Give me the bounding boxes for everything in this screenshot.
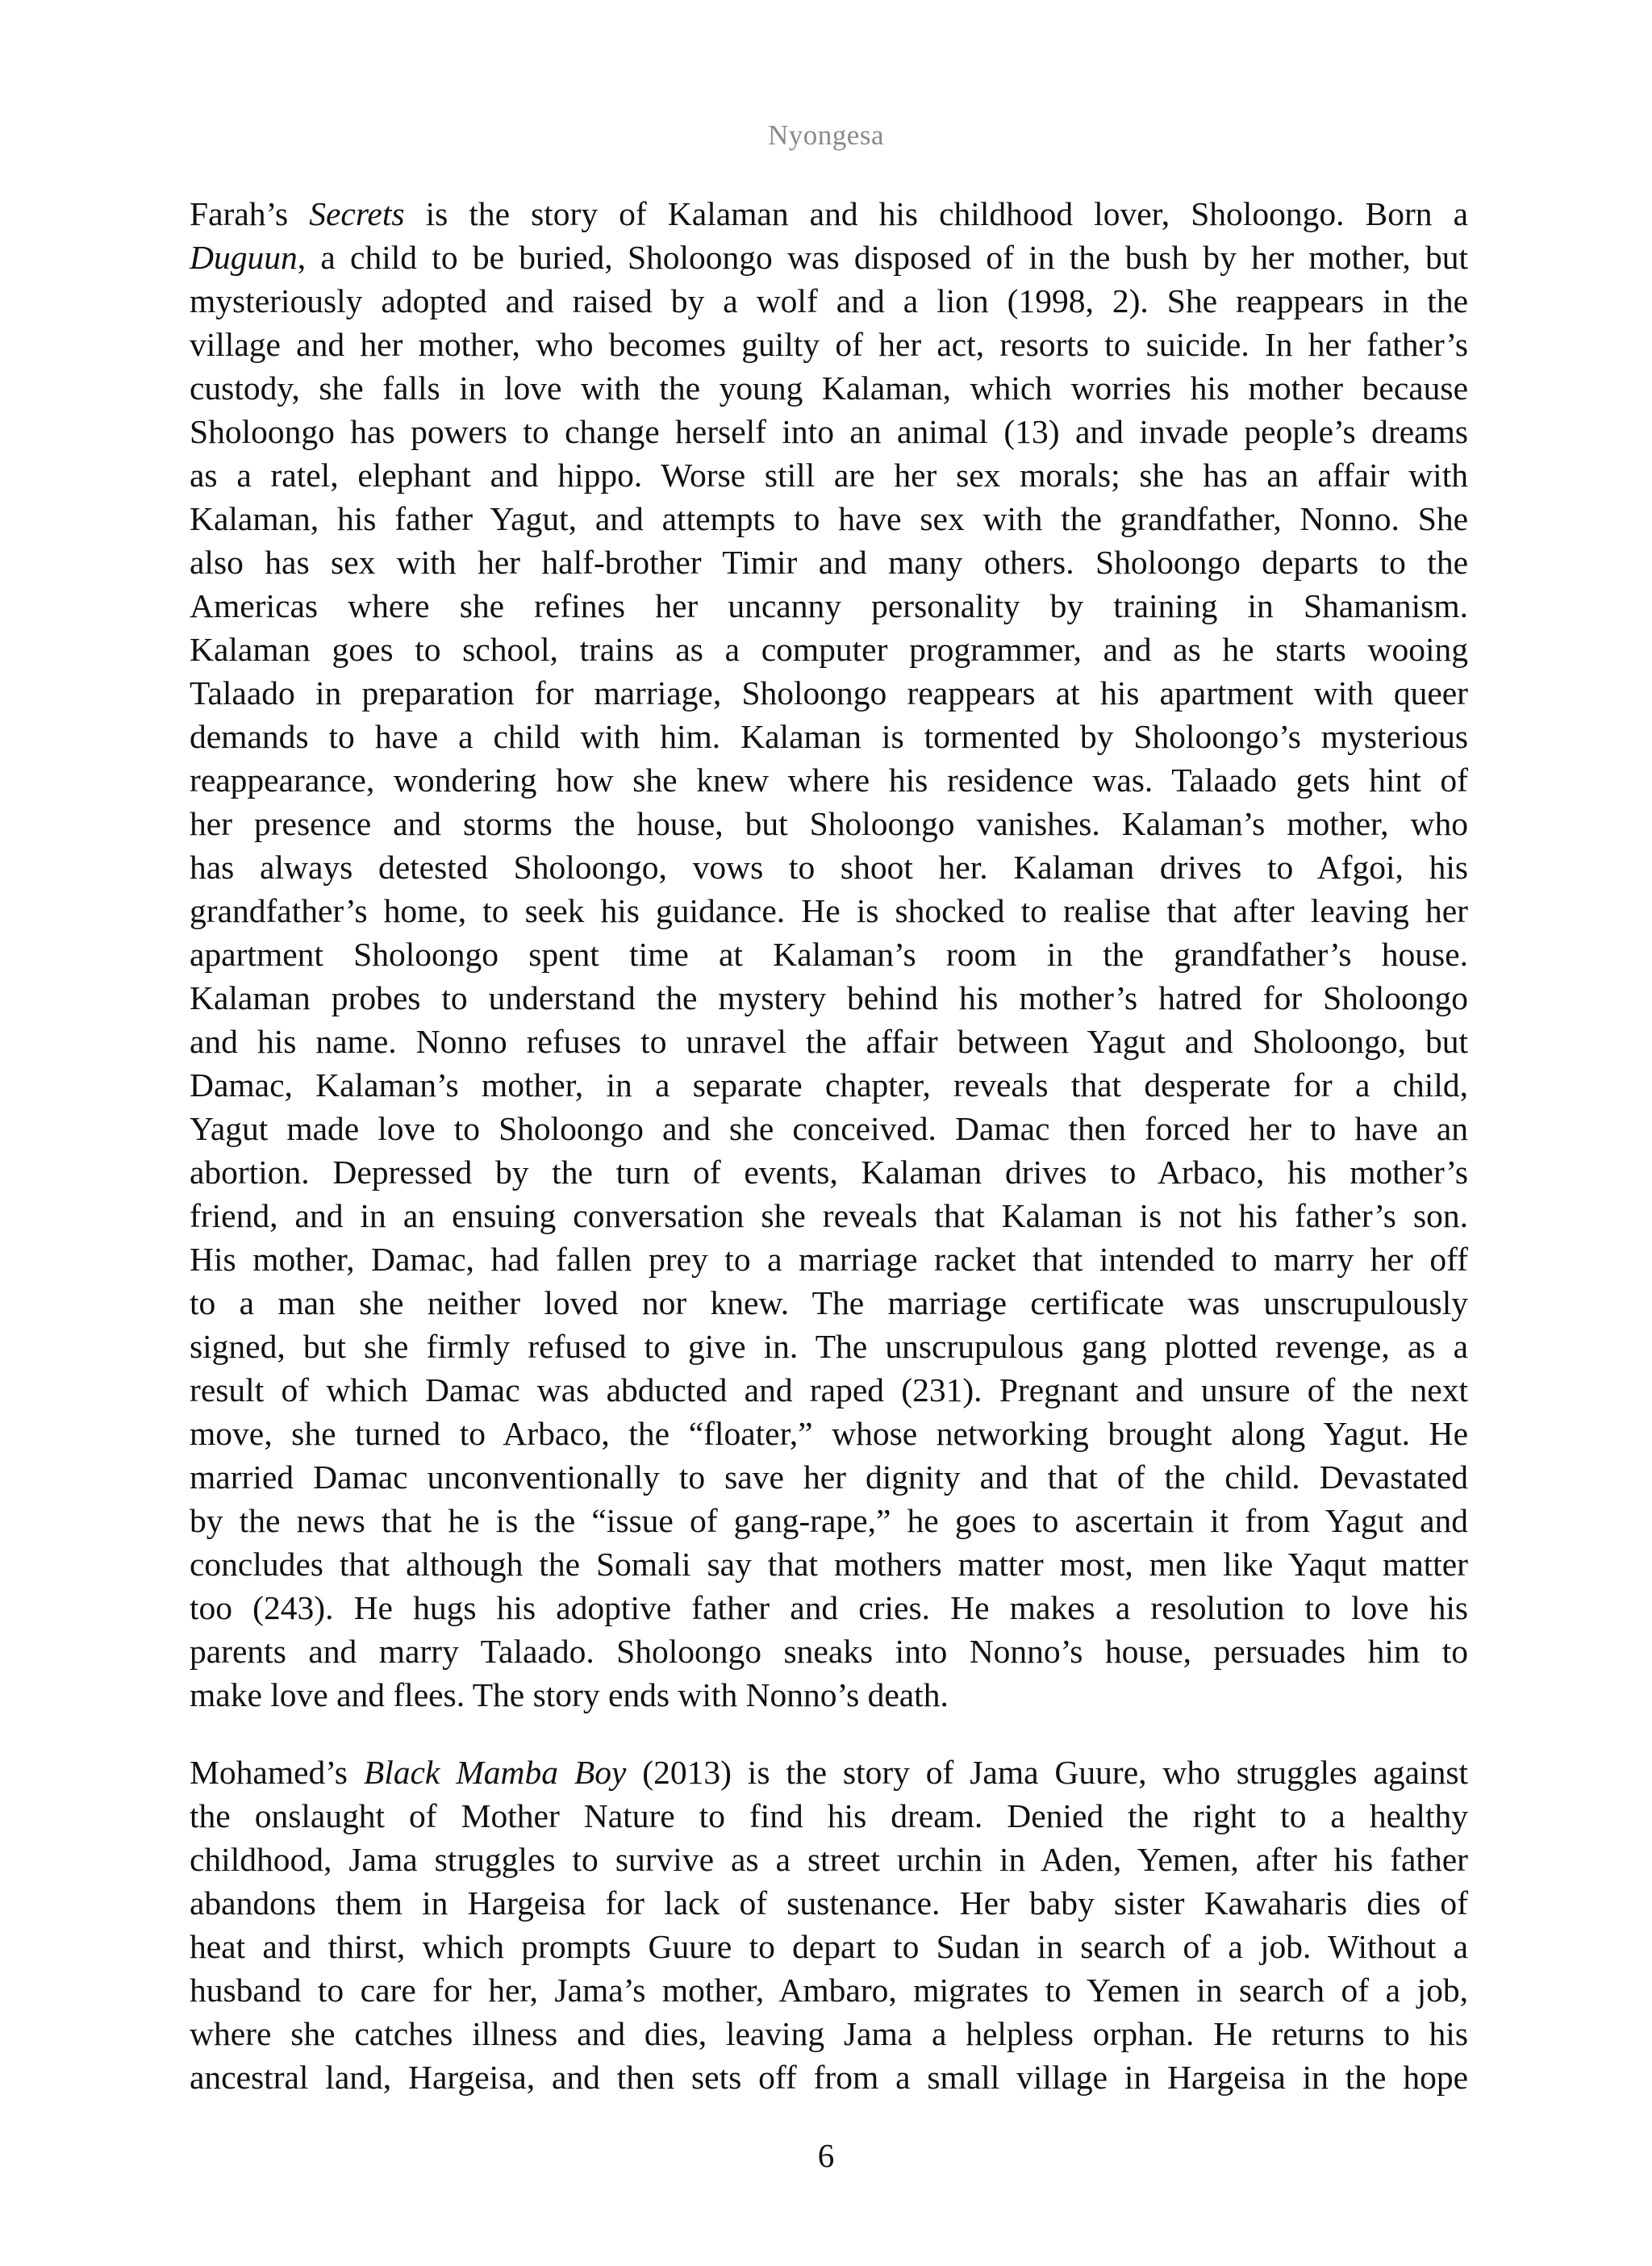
text-line xyxy=(190,1838,1468,1881)
italic-title: Duguun xyxy=(190,239,298,276)
text-line xyxy=(190,366,1468,410)
text-line xyxy=(190,1107,1468,1150)
text-run: also has sex with her half-brother Timir and many others. Sholoongo departs to the xyxy=(190,544,1468,581)
text-line xyxy=(190,1020,1468,1063)
text-run: married Damac unconventionally to save her dignity and that of the child. Devastated xyxy=(190,1459,1468,1496)
text-line xyxy=(190,1630,1468,1673)
text-run: Yagut made love to Sholoongo and she conceived. Damac then forced her to have an xyxy=(190,1110,1468,1147)
text-line xyxy=(190,1412,1468,1455)
text-line xyxy=(190,1194,1468,1237)
text-line xyxy=(190,1150,1468,1194)
text-run: (2013) is the story of Jama Guure, who struggles against xyxy=(626,1754,1469,1791)
text-run: His mother, Damac, had fallen prey to a marriage racket that intended to marry her off xyxy=(190,1241,1468,1278)
text-line xyxy=(190,1063,1468,1107)
text-line xyxy=(190,628,1468,671)
text-run: too (243). He hugs his adoptive father and cries. He makes a resolution to love his xyxy=(190,1589,1468,1626)
text-run: Talaado in preparation for marriage, Sholoongo reappears at his apartment with queer xyxy=(190,674,1468,712)
text-line xyxy=(190,1925,1468,1968)
text-line xyxy=(190,715,1468,758)
text-line xyxy=(190,1499,1468,1542)
text-run: Damac, Kalaman’s mother, in a separate chapter, reveals that desperate for a child, xyxy=(190,1066,1468,1104)
text-line xyxy=(190,1455,1468,1499)
text-line xyxy=(190,1542,1468,1586)
text-run: ancestral land, Hargeisa, and then sets off from a small village in Hargeisa in the hope xyxy=(190,2059,1468,2096)
text-run: Kalaman, his father Yagut, and attempts to have sex with the grandfather, Nonno. She xyxy=(190,500,1468,537)
text-run: mysteriously adopted and raised by a wolf and a lion (1998, 2). She reappears in the xyxy=(190,282,1468,319)
text-run: Farah’s xyxy=(190,195,310,232)
text-line xyxy=(190,1368,1468,1412)
text-line xyxy=(190,802,1468,845)
text-line xyxy=(190,540,1468,584)
text-line xyxy=(190,1881,1468,1925)
text-run: abortion. Depressed by the turn of events, Kalaman drives to Arbaco, his mother’s xyxy=(190,1154,1468,1191)
text-run: parents and marry Talaado. Sholoongo sneaks into Nonno’s house, persuades him to xyxy=(190,1633,1468,1670)
text-line xyxy=(190,1325,1468,1368)
text-line xyxy=(190,933,1468,976)
page-number: 6 xyxy=(817,2137,835,2174)
text-run: apartment Sholoongo spent time at Kalaman’s room in the grandfather’s house. xyxy=(190,936,1468,973)
text-line xyxy=(190,976,1468,1020)
text-line xyxy=(190,2055,1468,2099)
text-line xyxy=(190,845,1468,889)
text-run: village and her mother, who becomes guilty of her act, resorts to suicide. In her father’s xyxy=(190,326,1468,363)
text-line xyxy=(190,453,1468,497)
text-line xyxy=(190,1751,1468,1794)
italic-title: Black Mamba Boy xyxy=(363,1754,627,1791)
text-run: demands to have a child with him. Kalaman is tormented by Sholoongo’s mysterious xyxy=(190,718,1468,755)
text-line xyxy=(190,192,1468,236)
text-line xyxy=(190,1237,1468,1281)
text-run: Mohamed’s xyxy=(190,1754,364,1791)
text-run: concludes that although the Somali say that mothers matter most, men like Yaqut matter xyxy=(190,1546,1468,1583)
text-run: , a child to be buried, Sholoongo was disposed of in the bush by her mother, but xyxy=(297,239,1468,276)
text-run: where she catches illness and dies, leaving Jama a helpless orphan. He returns to his xyxy=(190,2015,1468,2052)
text-run: move, she turned to Arbaco, the “floater,” whose networking brought along Yagut. He xyxy=(190,1415,1468,1452)
text-line xyxy=(190,323,1468,366)
text-run: Sholoongo has powers to change herself into an animal (13) and invade people’s dreams xyxy=(190,413,1468,450)
text-run: is the story of Kalaman and his childhood lover, Sholoongo. Born a xyxy=(404,195,1468,232)
text-run: to a man she neither loved nor knew. The marriage certificate was unscrupulously xyxy=(190,1284,1468,1321)
text-run: make love and flees. The story ends with Nonno’s death. xyxy=(190,1676,949,1713)
text-run: friend, and in an ensuing conversation she reveals that Kalaman is not his father’s son. xyxy=(190,1197,1468,1234)
text-run: Kalaman probes to understand the mystery behind his mother’s hatred for Sholoongo xyxy=(190,979,1468,1016)
text-line xyxy=(190,497,1468,540)
text-run: childhood, Jama struggles to survive as a street urchin in Aden, Yemen, after his father xyxy=(190,1841,1468,1878)
text-line xyxy=(190,671,1468,715)
text-run: reappearance, wondering how she knew where his residence was. Talaado gets hint of xyxy=(190,762,1468,799)
text-run: as a ratel, elephant and hippo. Worse still are her sex morals; she has an affair with xyxy=(190,457,1468,494)
text-run: heat and thirst, which prompts Guure to depart to Sudan in search of a job. Without a xyxy=(190,1928,1468,1965)
text-run: abandons them in Hargeisa for lack of sustenance. Her baby sister Kawaharis dies of xyxy=(190,1884,1468,1922)
text-run: Kalaman goes to school, trains as a computer programmer, and as he starts wooing xyxy=(190,631,1468,668)
text-run: has always detested Sholoongo, vows to shoot her. Kalaman drives to Afgoi, his xyxy=(190,849,1468,886)
text-line xyxy=(190,584,1468,628)
paragraph-secrets-summary xyxy=(190,192,1468,1717)
text-run: grandfather’s home, to seek his guidance. He is shocked to realise that after leaving her xyxy=(190,892,1468,929)
text-run: the onslaught of Mother Nature to find his dream. Denied the right to a healthy xyxy=(190,1797,1468,1834)
text-run: by the news that he is the “issue of gang-rape,” he goes to ascertain it from Yagut and xyxy=(190,1502,1468,1539)
text-line xyxy=(190,1794,1468,1838)
text-line xyxy=(190,758,1468,802)
text-line xyxy=(190,410,1468,453)
running-head: Nyongesa xyxy=(768,119,884,151)
text-line xyxy=(190,1968,1468,2012)
text-line xyxy=(190,1281,1468,1325)
text-line xyxy=(190,889,1468,933)
text-line xyxy=(190,236,1468,279)
text-run: signed, but she firmly refused to give in. The unscrupulous gang plotted revenge, as a xyxy=(190,1328,1468,1365)
text-run: result of which Damac was abducted and raped (231). Pregnant and unsure of the next xyxy=(190,1371,1468,1408)
text-line xyxy=(190,1673,1468,1717)
text-run: husband to care for her, Jama’s mother, Ambaro, migrates to Yemen in search of a job, xyxy=(190,1972,1468,2009)
text-run: and his name. Nonno refuses to unravel the affair between Yagut and Sholoongo, but xyxy=(190,1023,1468,1060)
text-line xyxy=(190,1586,1468,1630)
text-run: Americas where she refines her uncanny personality by training in Shamanism. xyxy=(190,587,1468,624)
paragraph-black-mamba-boy-summary xyxy=(190,1751,1468,2099)
text-line xyxy=(190,2012,1468,2055)
text-run: custody, she falls in love with the young Kalaman, which worries his mother because xyxy=(190,369,1468,407)
text-line xyxy=(190,279,1468,323)
text-run: her presence and storms the house, but Sholoongo vanishes. Kalaman’s mother, who xyxy=(190,805,1468,842)
italic-title: Secrets xyxy=(309,195,405,232)
